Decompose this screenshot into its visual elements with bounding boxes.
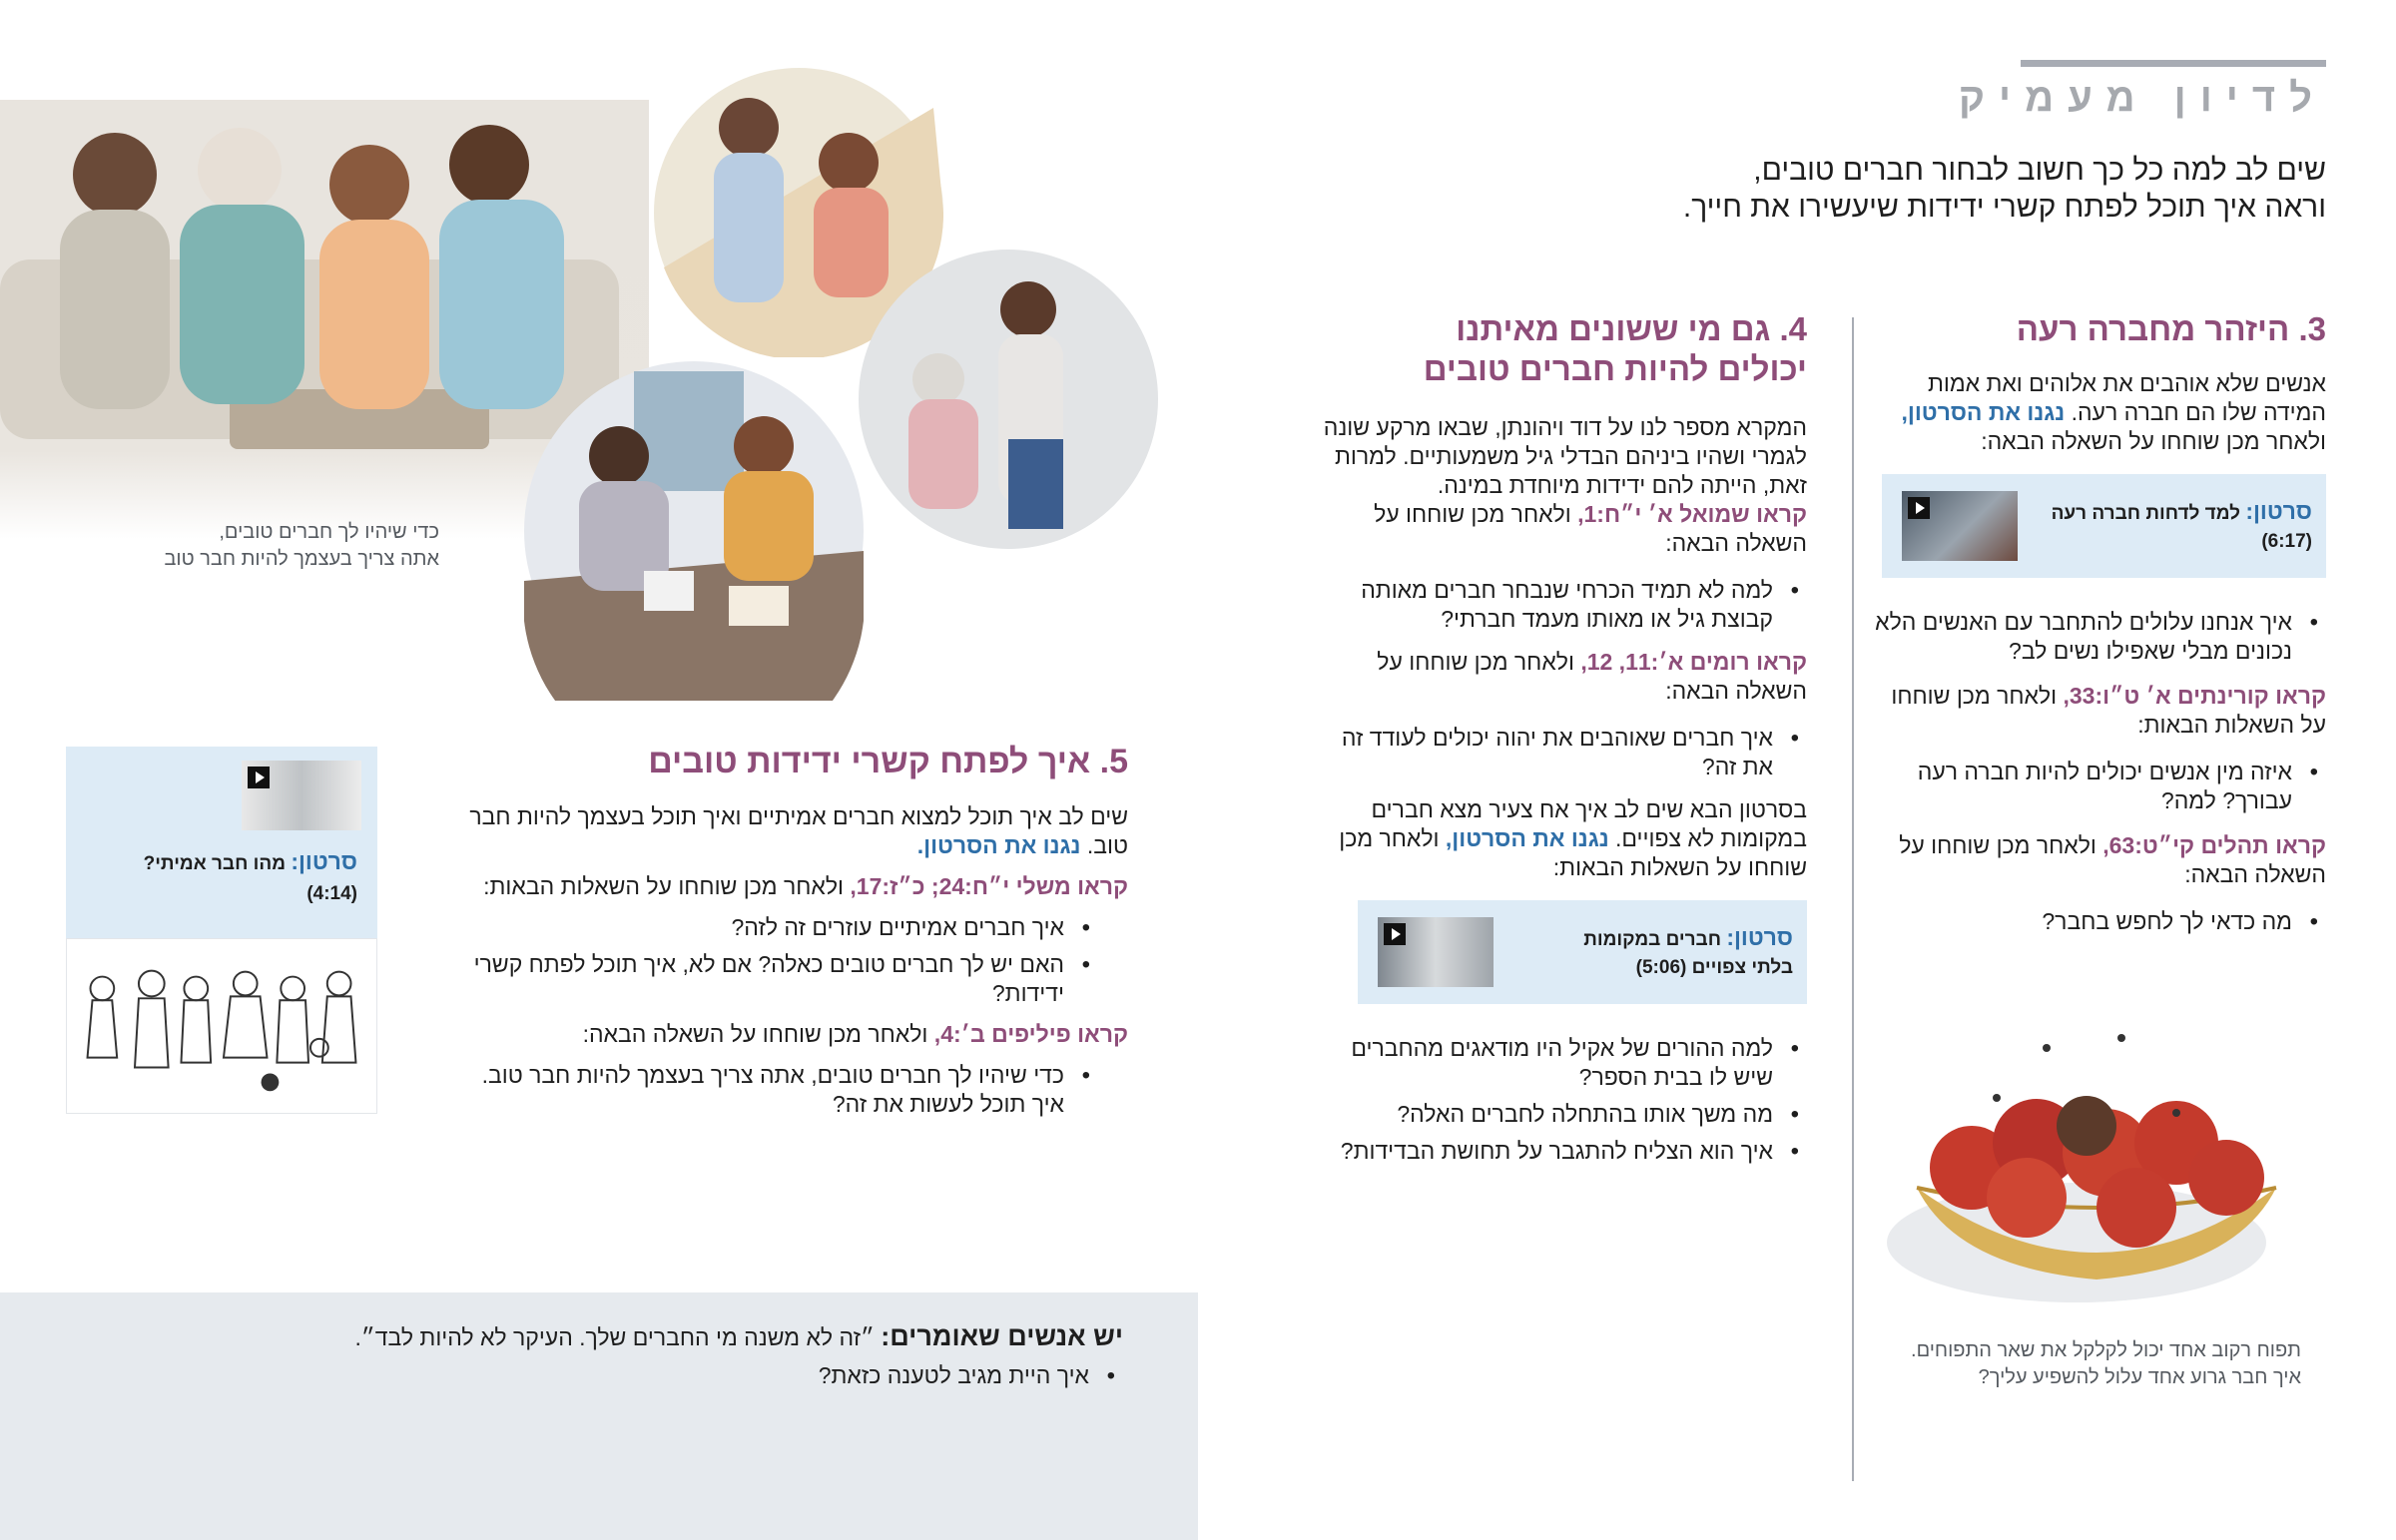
- intro-text: [1368, 152, 2326, 226]
- video-thumbnail[interactable]: [1902, 491, 2018, 561]
- question: • איזה מין אנשים יכולים להיות חברה רעה עבורך? למה?: [1862, 758, 2326, 815]
- intro-line-2: וראה איך תוכל לפתח קשרי ידידות שיעשירו את חייך.: [1682, 191, 2326, 224]
- play-icon[interactable]: [1908, 497, 1930, 519]
- scripture-link[interactable]: קראו קורינתים א׳ ט״ו:33,: [2063, 683, 2326, 709]
- play-video-link[interactable]: נגנו את הסרטון,: [1901, 399, 2066, 425]
- video-thumbnail[interactable]: [1378, 917, 1494, 987]
- scripture-read: קראו תהלים קי״ט:63, ולאחר מכן שוחחו על השאלה הבאה:: [1899, 832, 2326, 887]
- play-icon[interactable]: [248, 767, 270, 788]
- video-card-true-friend[interactable]: סרטון: מהו חבר אמיתי? (4:14): [66, 747, 377, 1114]
- video-duration: (5:06): [1635, 956, 1687, 978]
- video-duration: (6:17): [2261, 530, 2312, 552]
- question: • מה כדאי לך לחפש בחבר?: [1862, 907, 2326, 936]
- people-say-lead: יש אנשים שאומרים:: [881, 1321, 1123, 1351]
- video-duration: (4:14): [306, 883, 357, 904]
- question: • איך חברים שאוהבים את יהוה יכולים לעודד זה את זה?: [1318, 724, 1807, 781]
- scripture-link[interactable]: קראו רומים א׳:11, 12,: [1580, 649, 1807, 675]
- comforting-friend-photo: [524, 361, 864, 701]
- video-title: מהו חבר אמיתי?: [143, 853, 287, 874]
- intro-line-1: שים לב למה כל כך חשוב לבחור חברים טובים,: [1753, 154, 2326, 187]
- play-video-link[interactable]: נגנו את הסרטון.: [916, 832, 1081, 858]
- photo-caption: כדי שיהיו לך חברים טובים, אתה צריך בעצמך להיות חבר טוב: [164, 521, 439, 570]
- video-card-bad-company[interactable]: סרטון: למד לדחות חברה רעה (6:17): [1882, 474, 2326, 578]
- page-title: לדיון מעמיק: [1958, 76, 2326, 120]
- section-4-paragraph: המקרא מספר לנו על דוד ויהונתן, שבאו מרקע שונה לגמרי ושהיו ביניהם הבדלי גיל משמעותיים. למרות זאת, הייתה להם ידידות מיוחדת במינה.: [1323, 414, 1807, 498]
- rotten-apple-illustration: [1877, 1018, 2316, 1317]
- section-5: [454, 741, 1128, 1127]
- question: • למה ההורים של אקיל היו מודאגים מהחברים שיש לו בבית הספר?: [1318, 1034, 1807, 1092]
- question: • איך היית מגיב לטענה כזאת?: [105, 1361, 1123, 1390]
- column-divider: [1852, 317, 1854, 1481]
- play-video-link[interactable]: נגנו את הסרטון,: [1445, 825, 1609, 851]
- question: • למה לא תמיד הכרחי שנבחר חברים מאותה קבוצת גיל או מאותו מעמד חברתי?: [1318, 576, 1807, 634]
- section-4-video-intro: בסרטון הבא שים לב איך אח צעיר מצא חברים במקומות לא צפויים. נגנו את הסרטון, ולאחר מכן שוחחו על השאלות הבאות:: [1339, 796, 1807, 880]
- scripture-read: קראו משלי י״ח:24; כ״ז:17, ולאחר מכן שוחחו על השאלות הבאות:: [483, 873, 1128, 899]
- section-4: [1318, 309, 1807, 1174]
- scripture-link[interactable]: קראו פיליפים ב׳:4,: [933, 1021, 1128, 1047]
- section-3: [1862, 309, 2326, 944]
- question: • איך אנחנו עלולים להתחבר עם האנשים הלא נכונים מבלי שאפילו נשים לב?: [1862, 608, 2326, 666]
- video-card-unexpected-friends[interactable]: סרטון: חברים במקומות בלתי צפויים (5:06): [1358, 900, 1807, 1004]
- question: • כדי שיהיו לך חברים טובים, אתה צריך בעצמך להיות חבר טוב. איך תוכל לעשות את זה?: [454, 1061, 1098, 1119]
- question: • מה משך אותו בהתחלה לחברים האלה?: [1318, 1100, 1807, 1129]
- scripture-read: קראו פיליפים ב׳:4, ולאחר מכן שוחחו על השאלה הבאה:: [582, 1021, 1128, 1047]
- apple-caption: תפוח רקוב אחד יכול לקלקל את שאר התפוחים. איך חבר גרוע אחד עלול להשפיע עליך?: [1911, 1339, 2301, 1388]
- video-title: למד לדחות חברה רעה: [2051, 502, 2241, 524]
- section-3-title: 3. היזהר מחברה רעה: [2016, 310, 2326, 347]
- scripture-read: קראו קורינתים א׳ ט״ו:33, ולאחר מכן שוחחו על השאלות הבאות:: [1891, 683, 2326, 738]
- section-3-intro: אנשים שלא אוהבים את אלוהים ואת אמות המידה שלו הם חברה רעה. נגנו את הסרטון, ולאחר מכן שוחחו על השאלה הבאה:: [1901, 370, 2326, 454]
- play-icon[interactable]: [1384, 923, 1406, 945]
- caregiver-photo: [859, 250, 1158, 549]
- section-5-intro: שים לב איך תוכל למצוא חברים אמיתיים ואיך תוכל בעצמך להיות חבר טוב. נגנו את הסרטון.: [469, 803, 1128, 858]
- people-say-box: [0, 1292, 1198, 1540]
- scripture-link[interactable]: קראו משלי י״ח:24; כ״ז:17,: [850, 873, 1128, 899]
- question: • האם יש לך חברים טובים כאלה? אם לא, איך תוכל לפתח קשרי ידידות?: [454, 950, 1098, 1008]
- scripture-read: קראו רומים א׳:11, 12, ולאחר מכן שוחחו על השאלה הבאה:: [1377, 649, 1807, 704]
- video-thumbnail[interactable]: [242, 761, 361, 830]
- people-say-quote: ״זה לא משנה מי החברים שלך. העיקר לא להיות לבד״.: [354, 1324, 875, 1350]
- section-5-title: 5. איך לפתח קשרי ידידות טובים: [648, 743, 1128, 780]
- section-4-title: 4. גם מי ששונים מאיתנו יכולים להיות חברים טובים: [1423, 310, 1807, 387]
- scripture-link[interactable]: קראו תהלים קי״ט:63,: [2102, 832, 2326, 858]
- question: • איך חברים אמיתיים עוזרים זה לזה?: [454, 913, 1098, 942]
- scripture-link[interactable]: קראו שמואל א׳ י״ח:1,: [1577, 501, 1807, 527]
- friends-photo-collage: [0, 60, 1168, 709]
- friends-line-drawing: [66, 938, 377, 1114]
- question: • איך הוא הצליח להתגבר על תחושת הבדידות?: [1318, 1137, 1807, 1166]
- scripture-read: קראו שמואל א׳ י״ח:1, ולאחר מכן שוחחו על השאלה הבאה:: [1374, 501, 1807, 556]
- header-rule: [2021, 60, 2326, 67]
